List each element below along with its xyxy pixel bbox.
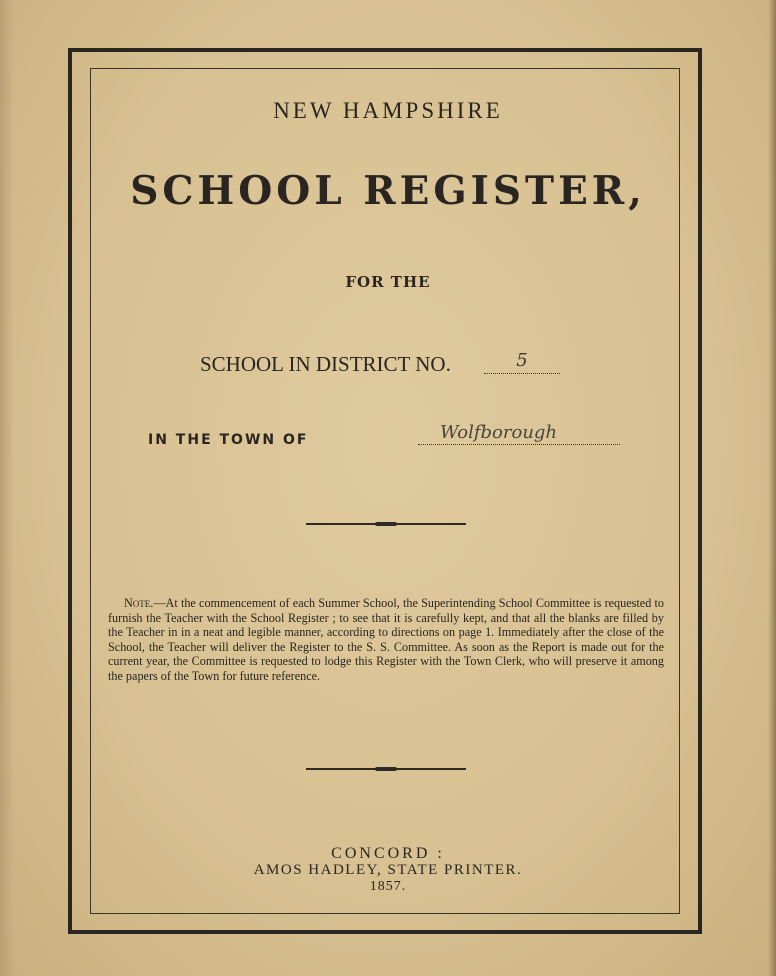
imprint-city: CONCORD : — [331, 845, 445, 862]
district-label: SCHOOL IN DISTRICT NO. — [200, 352, 451, 376]
imprint-printer: AMOS HADLEY, STATE PRINTER. — [253, 862, 523, 878]
imprint-year: 1857. — [369, 879, 407, 894]
note-lead: Note. — [124, 596, 154, 610]
page-edge-left — [0, 0, 14, 976]
ornament-center-lower — [375, 767, 397, 771]
note-text: —At the commencement of each Summer School, the Superintending School Committee is requested to furnish the Teacher with the School Register ; to see that it is carefully kept, and that all the blanks are filled by the Teacher in in a neat and legible manner, according to directions on page 1. Immediately after the close of the School, the Teacher will deliver the Register to the S. S. Committee. As soon as the Report is made out for the current year, the Committee is requested to lodge this Register with the Town Clerk, who will preserve it among the papers of the Town for future reference. — [108, 596, 664, 683]
town-name-field: Wolfborough — [418, 423, 620, 445]
page-edge-right — [768, 0, 776, 976]
ornament-center-upper — [375, 522, 397, 526]
town-label: IN THE TOWN OF — [148, 432, 309, 448]
note-paragraph — [108, 596, 664, 684]
state-heading: NEW HAMPSHIRE — [273, 98, 503, 123]
district-number-field: 5 — [484, 351, 560, 374]
document-title: SCHOOL REGISTER, — [130, 168, 646, 214]
for-the-line: FOR THE — [345, 273, 431, 291]
